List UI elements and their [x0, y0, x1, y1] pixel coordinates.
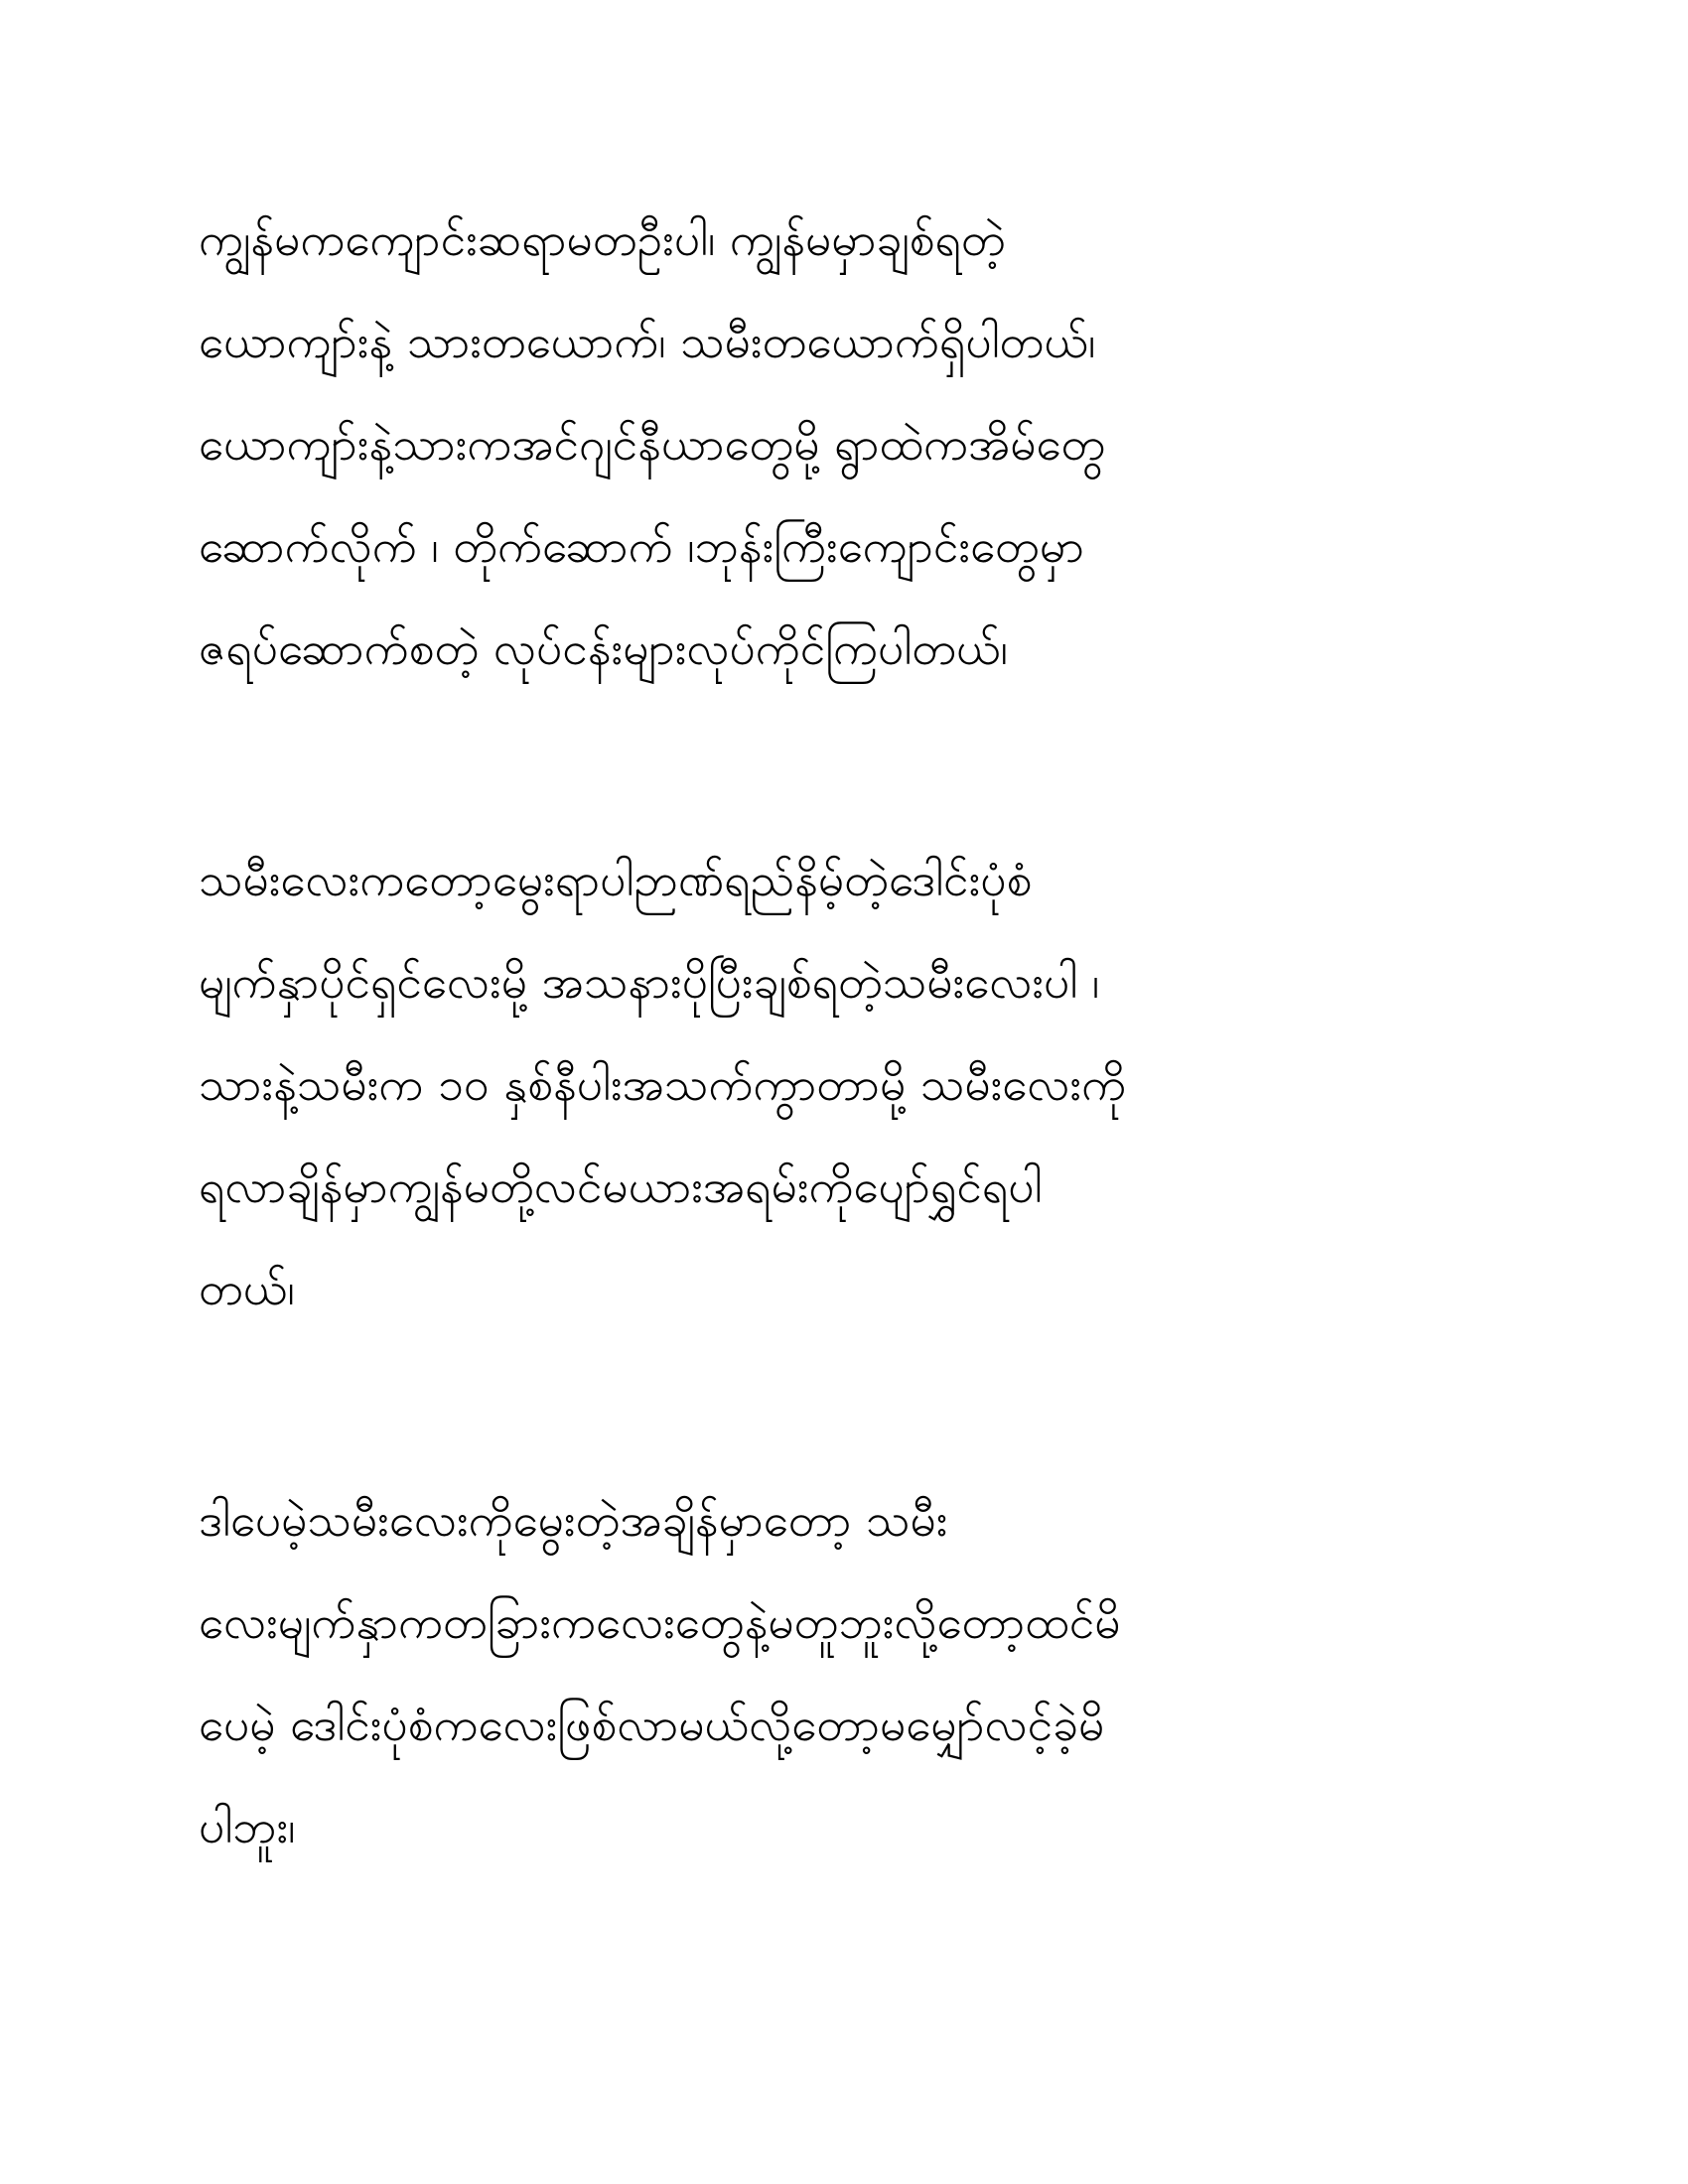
paragraph-2-line-2: မျက်နှာပိုင်ရှင်လေးမို့ အသနားပိုပြီးချစ်ရတဲ့သမီးလေးပါ ၊	[199, 955, 1100, 1009]
paragraph-3	[199, 1469, 1509, 1878]
paragraph-2-line-5: တယ်၊	[199, 1262, 295, 1315]
paragraph-1	[199, 189, 1509, 700]
paragraph-2-line-4: ရလာချိန်မှာကျွန်မတို့လင်မယားအရမ်းကိုပျော်ရွှင်ရပါ	[199, 1160, 1043, 1213]
paragraph-2-line-1: သမီးလေးကတော့မွေးရာပါဉာဏ်ရည်နိမ့်တဲ့ဒေါင်းပုံစံ	[199, 853, 1033, 906]
paragraph-1-line-1: ကျွန်မကကျောင်းဆရာမတဦးပါ၊ ကျွန်မမှာချစ်ရတဲ့	[199, 212, 1006, 266]
paragraph-1-line-4: ဆောက်လိုက် ၊ တိုက်ဆောက် ၊ဘုန်းကြီးကျောင်းတွေမှာ	[199, 519, 1085, 573]
paragraph-3-line-1: ဒါပေမဲ့သမီးလေးကိုမွေးတဲ့အချိန်မှာတော့ သမီး	[199, 1493, 948, 1547]
paragraph-2	[199, 829, 1509, 1340]
paragraph-1-line-2: ယောကျာ်းနဲ့ သားတယောက်၊ သမီးတယောက်ရှိပါတယ်၊	[199, 315, 1096, 368]
paragraph-1-line-5: ဇရပ်ဆောက်စတဲ့ လုပ်ငန်းများလုပ်ကိုင်ကြပါတယ်၊	[199, 621, 1008, 675]
paragraph-3-line-4: ပါဘူး၊	[199, 1800, 296, 1853]
paragraph-3-line-2: လေးမျက်နှာကတခြားကလေးတွေနဲ့မတူဘူးလို့တော့ထင်မိ	[199, 1595, 1121, 1649]
paragraph-2-line-3: သားနဲ့သမီးက ၁၀ နှစ်နီပါးအသက်ကွာတာမို့ သမီးလေးကို	[199, 1057, 1127, 1111]
paragraph-3-line-3: ပေမဲ့ ဒေါင်းပုံစံကလေးဖြစ်လာမယ်လို့တော့မမျှော်လင့်ခဲ့မိ	[199, 1698, 1105, 1751]
paragraph-1-line-3: ယောကျာ်းနဲ့သားကအင်ဂျင်နီယာတွေမို့ ရွာထဲကအိမ်တွေ	[199, 417, 1106, 471]
